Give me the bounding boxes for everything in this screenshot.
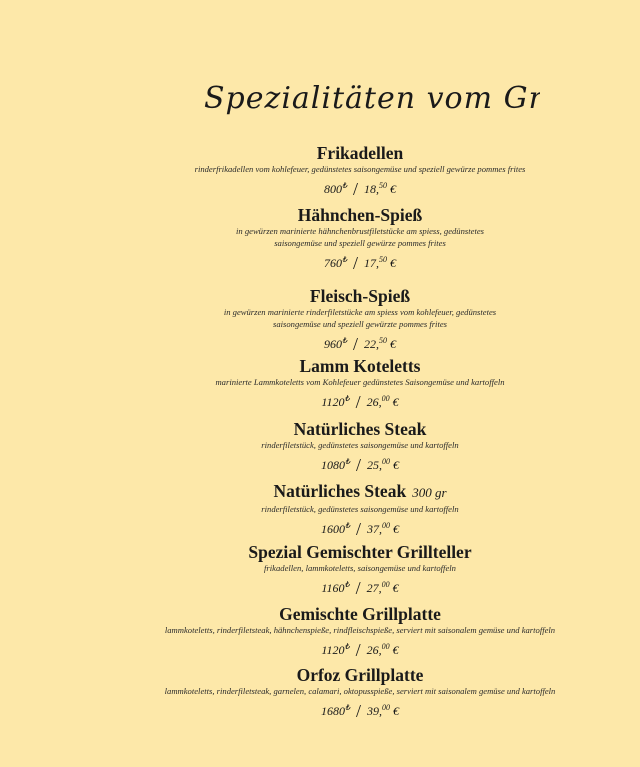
menu-item-weight: 300 gr <box>412 485 447 500</box>
price-separator: / <box>353 253 359 273</box>
menu-item-name <box>120 604 600 624</box>
price-eur-comma: , <box>379 522 383 536</box>
price-eur-cents: 50 <box>379 255 388 264</box>
menu-item-price <box>120 453 600 474</box>
menu-item-price <box>120 251 600 272</box>
menu-item-name-text: Lamm Koteletts <box>299 356 421 376</box>
price-eur-unit: € <box>393 522 400 536</box>
price-eur-cents: 00 <box>381 580 390 589</box>
menu-item <box>120 604 600 659</box>
price-eur-amount: 26 <box>366 643 379 657</box>
menu-item-name-text: Natürliches Steak <box>293 419 427 439</box>
price-local-amount: 960 <box>323 337 342 351</box>
price-eur-comma: , <box>376 256 380 270</box>
menu-item-name <box>120 286 600 306</box>
menu-title-text: Spezialitäten vom Grill <box>204 81 540 116</box>
menu-item-name <box>120 356 600 376</box>
price-local-amount: 1160 <box>321 581 345 595</box>
price-eur-comma: , <box>379 704 383 718</box>
menu-title-script <box>200 72 540 122</box>
price-local-unit: ₺ <box>341 181 348 190</box>
price-local-unit: ₺ <box>341 336 348 345</box>
price-eur-unit: € <box>390 182 397 196</box>
menu-item-name-text: Gemischte Grillplatte <box>279 604 441 624</box>
menu-item <box>120 665 600 720</box>
menu-item-name <box>120 542 600 562</box>
price-eur-amount: 22 <box>364 337 377 351</box>
menu-item-name <box>120 665 600 685</box>
price-local-amount: 1600 <box>320 522 345 536</box>
price-separator: / <box>355 578 361 598</box>
price-eur-unit: € <box>390 256 397 270</box>
price-local-unit: ₺ <box>344 521 351 530</box>
price-local-unit: ₺ <box>344 394 350 403</box>
menu-item-description: lammkoteletts, rinderfiletsteak, garnelen, calamari, oktopusspieße, serviert mit saisonalem gemüse und kartoffeln <box>164 686 556 696</box>
price-eur-amount: 26 <box>366 395 379 409</box>
price-separator: / <box>356 519 362 539</box>
menu-item-name <box>120 143 600 163</box>
menu-item-price <box>120 576 600 597</box>
price-local-unit: ₺ <box>341 255 348 264</box>
menu-item-name <box>120 205 600 225</box>
menu-item-name <box>120 481 600 503</box>
menu-item-name-text: Fleisch-Spieß <box>309 286 411 306</box>
price-separator: / <box>356 701 362 721</box>
menu-item-description: in gewürzen marinierte hähnchenbrustfiletstücke am spiess, gedünstetes <box>236 226 484 236</box>
menu-item-name-text: Natürliches Steak <box>273 481 407 501</box>
menu-item-price <box>120 699 600 720</box>
price-eur-comma: , <box>376 182 380 196</box>
menu-item-price <box>120 332 600 353</box>
menu-item <box>120 205 600 272</box>
price-eur-comma: , <box>379 458 383 472</box>
menu-item-price <box>120 638 600 659</box>
menu-item-name-text: Hähnchen-Spieß <box>297 205 423 225</box>
price-local-amount: 800 <box>323 182 342 196</box>
menu-item-description: frikadellen, lammkoteletts, saisongemüse und kartoffeln <box>264 563 456 573</box>
price-separator: / <box>353 179 359 199</box>
price-eur-amount: 37 <box>367 522 380 536</box>
price-local-unit: ₺ <box>344 642 350 651</box>
price-eur-cents: 00 <box>382 457 391 466</box>
price-local-unit: ₺ <box>344 580 350 589</box>
price-local-amount: 760 <box>323 256 342 270</box>
price-separator: / <box>356 455 362 475</box>
price-eur-unit: € <box>393 704 400 718</box>
price-eur-amount: 27 <box>366 581 379 595</box>
price-local-unit: ₺ <box>344 703 351 712</box>
price-eur-cents: 00 <box>382 703 391 712</box>
menu-item-name-text: Orfoz Grillplatte <box>296 665 424 685</box>
price-eur-cents: 00 <box>381 642 390 651</box>
price-local-amount: 1120 <box>321 395 345 409</box>
price-eur-unit: € <box>390 337 397 351</box>
price-eur-unit: € <box>393 458 400 472</box>
price-separator: / <box>355 392 361 412</box>
price-eur-cents: 50 <box>379 181 388 190</box>
price-local-amount: 1080 <box>320 458 345 472</box>
price-eur-cents: 00 <box>381 394 390 403</box>
price-separator: / <box>355 640 361 660</box>
menu-item-name <box>120 419 600 439</box>
menu-item-description: saisongemüse und speziell gewürzte pommes frites <box>272 319 447 329</box>
menu-item-description: rinderfiletstück, gedünstetes saisongemüse und kartoffeln <box>261 440 459 450</box>
menu-title <box>200 72 540 122</box>
price-local-unit: ₺ <box>344 457 351 466</box>
menu-item <box>120 286 600 353</box>
price-eur-comma: , <box>378 395 382 409</box>
price-eur-comma: , <box>378 581 382 595</box>
menu-item-price <box>120 390 600 411</box>
price-local-amount: 1680 <box>320 704 345 718</box>
menu-item <box>120 542 600 597</box>
menu-item-name-text: Spezial Gemischter Grillteller <box>248 542 472 562</box>
menu-item <box>120 419 600 474</box>
price-eur-comma: , <box>378 643 382 657</box>
menu-item-description: saisongemüse und speziell gewürze pommes frites <box>274 238 446 248</box>
price-eur-amount: 18 <box>364 182 377 196</box>
price-eur-unit: € <box>392 643 399 657</box>
price-eur-amount: 25 <box>367 458 380 472</box>
price-eur-unit: € <box>392 581 399 595</box>
price-separator: / <box>353 334 359 354</box>
menu-item <box>120 356 600 411</box>
price-eur-amount: 17 <box>364 256 377 270</box>
menu-item-price <box>120 517 600 538</box>
menu-item <box>120 143 600 198</box>
menu-item-description: in gewürzen marinierte rinderfiletstücke am spiess vom kohlefeuer, gedünstetes <box>223 307 497 317</box>
menu-item-description: lammkoteletts, rinderfiletsteak, hähnchenspieße, rindfleischspieße, serviert mit saisonalem gemüse und kartoffeln <box>164 625 556 635</box>
price-eur-cents: 50 <box>379 336 388 345</box>
price-eur-cents: 00 <box>382 521 391 530</box>
menu-item-price <box>120 177 600 198</box>
menu-item-description: marinierte Lammkoteletts vom Kohlefeuer gedünstetes Saisongemüse und kartoffeln <box>215 377 505 387</box>
price-eur-unit: € <box>392 395 399 409</box>
menu-item-description: rinderfiletstück, gedünstetes saisongemüse und kartoffeln <box>261 504 459 514</box>
menu-item-name-text: Frikadellen <box>316 143 404 163</box>
price-eur-comma: , <box>376 337 380 351</box>
price-eur-amount: 39 <box>367 704 380 718</box>
menu-item <box>120 481 600 538</box>
price-local-amount: 1120 <box>321 643 345 657</box>
menu-item-description: rinderfrikadellen vom kohlefeuer, gedünstetes saisongemüse und speziell gewürze pommes frites <box>194 164 526 174</box>
